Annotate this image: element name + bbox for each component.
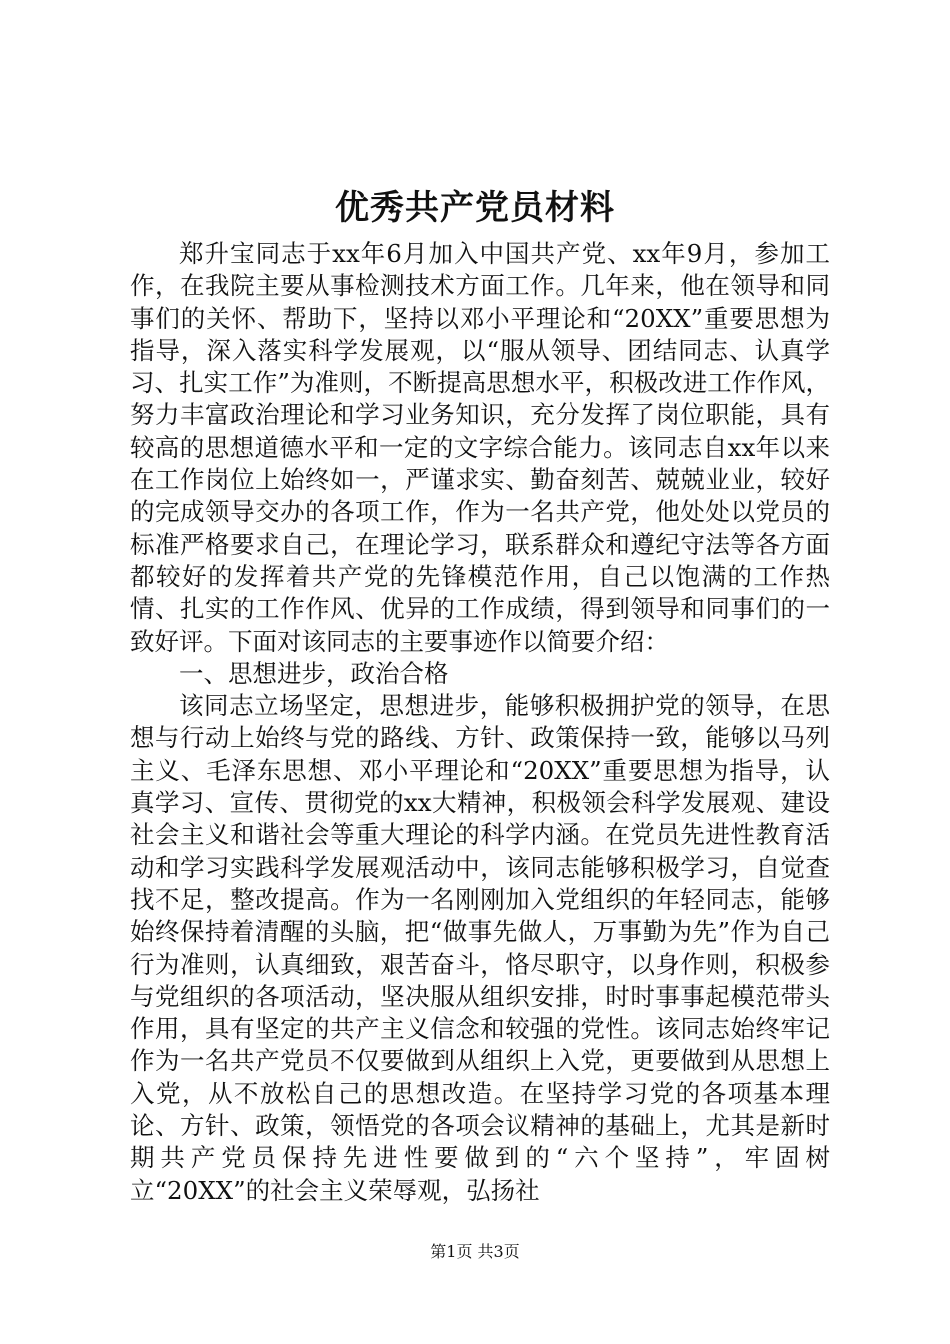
paragraph-section-1: 该同志立场坚定，思想进步，能够积极拥护党的领导，在思想与行动上始终与党的路线、方针、政策保持一致，能够以马列主义、毛泽东思想、邓小平理论和“20XX”重要思想为指导，认真学习、宣传、贯彻党的xx大精神，积极领会科学发展观、建设社会主义和谐社会等重大理论的科学内涵。在党员先进性教育活动和学习实践科学发展观活动中，该同志能够积极学习，自觉查找不足，整改提高。作为一名刚刚加入党组织的年轻同志，能够始终保持着清醒的头脑，把“做事先做人，万事勤为先”作为自己行为准则，认真细致，艰苦奋斗，恪尽职守，以身作则，积极参与党组织的各项活动，坚决服从组织安排，时时事事起模范带头作用，具有坚定的共产主义信念和较强的党性。该同志始终牢记作为一名共产党员不仅要做到从组织上入党，更要做到从思想上入党，从不放松自己的思想改造。在坚持学习党的各项基本理论、方针、政策，领悟党的各项会议精神的基础上，尤其是新时期共产党员保持先进性要做到的“六个坚持”，牢固树立“20XX”的社会主义荣辱观，弘扬社 xyxy=(130,691,830,1205)
document-title: 优秀共产党员材料 xyxy=(335,188,615,228)
paragraph-intro: 郑升宝同志于xx年6月加入中国共产党、xx年9月，参加工作，在我院主要从事检测技术方面工作。几年来，他在领导和同事们的关怀、帮助下，坚持以邓小平理论和“20XX”重要思想为指导，深入落实科学发展观，以“服从领导、团结同志、认真学习、扎实工作”为准则，不断提高思想水平，积极改进工作作风，努力丰富政治理论和学习业务知识，充分发挥了岗位职能，具有较高的思想道德水平和一定的文字综合能力。该同志自xx年以来在工作岗位上始终如一，严谨求实、勤奋刻苦、兢兢业业，较好的完成领导交办的各项工作，作为一名共产党，他处处以党员的标准严格要求自己，在理论学习，联系群众和遵纪守法等各方面都较好的发挥着共产党的先锋模范作用，自己以饱满的工作热情、扎实的工作作风、优异的工作成绩，得到领导和同事们的一致好评。下面对该同志的主要事迹作以简要介绍： xyxy=(130,239,830,656)
page-number-footer: 第1页 共3页 xyxy=(430,1242,520,1261)
section-heading: 一、思想进步，政治合格 xyxy=(179,658,449,688)
document-body xyxy=(130,238,830,1207)
